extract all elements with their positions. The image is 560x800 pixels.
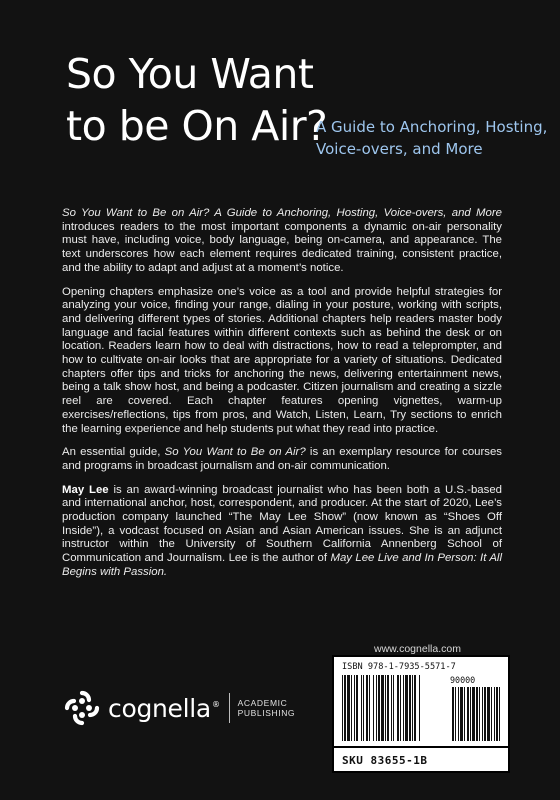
publisher-name (108, 694, 220, 723)
barcode-addon-bar (458, 687, 459, 741)
barcode-bar (414, 675, 416, 741)
author-bio-text: is an award-winning broadcast journalist who has been both a U.S.-based and international anchor, host, correspondent, and producer. At the start of 2020, Lee’s production company launched “The May Lee Show” (now known as “Shoes Off Inside”), a vodcast focused on Asian and Asian American issues. She is an adjunct instructor within the University of Southern California Annenberg School of Communication and Journalism. Lee is the author of (62, 483, 502, 565)
barcode-bar (366, 675, 368, 741)
barcode-bar (400, 675, 401, 741)
barcode-addon-bar (464, 687, 465, 741)
cognella-logo-icon (62, 688, 102, 728)
barcode-addon-bar (452, 687, 454, 741)
barcode-bar (405, 675, 408, 741)
barcode-bar (376, 675, 377, 741)
logo-divider (229, 693, 230, 723)
barcode-bar (363, 675, 364, 741)
sku-number: SKU 83655-1B (342, 754, 428, 767)
barcode-addon-digits: 90000 (450, 675, 476, 685)
barcode-addon-bar (472, 687, 475, 741)
barcode-bar (344, 675, 346, 741)
blurb-paragraph-2: Opening chapters emphasize one’s voice as a tool and provide helpful strategies for analyzing your voice, finding your range, dialing in your posture, working with scripts, and delivering different types of stories. Additional chapters help readers master body language and facial features within different contexts such as behind the desk or on location. Readers learn how to deal with distractions, how to read a teleprompter, and how to cultivate on-air looks that are appropriate for a variety of situations. Dedicated chapters offer tips and tricks for anchoring the news, delivering entertainment news, being a talk show host, and being a podcaster. Citizen journalism and creating a sizzle reel are covered. Each chapter features opening vignettes, warm-up exercises/reflections, tips from pros, and Watch, Listen, Learn, Try sections to enrich the learning experience and help students put what they read into practice. (62, 285, 502, 435)
barcode-bar (419, 675, 420, 741)
barcode-bar (385, 675, 386, 741)
back-cover-blurb (62, 207, 502, 590)
blurb-title-italic: So You Want to Be on Air? A Guide to Anchoring, Hosting, Voice-overs, and More (62, 207, 502, 219)
barcode-addon-bar (455, 687, 456, 741)
publisher-tagline (238, 698, 296, 719)
barcode-bar (391, 675, 392, 741)
barcode-addon-bar (491, 687, 492, 741)
blurb-p1-text: introduces readers to the most important components a dynamic on-air personality must have, including voice, body language, being on-camera, and appearance. The text underscores how each element requires dedicated training, consistent practice, and the ability to adapt and adjust at a moment’s notice. (62, 220, 502, 274)
blurb-p3-start: An essential guide, (62, 446, 165, 459)
publisher-logo (62, 688, 295, 728)
barcode-addon-bar (470, 687, 471, 741)
barcode-bar (347, 675, 350, 741)
barcode-bar (369, 675, 370, 741)
barcode-bars (342, 675, 504, 745)
isbn-number: ISBN 978-1-7935-5571-7 (342, 662, 456, 672)
barcode-addon-bar (487, 687, 490, 741)
author-name: May Lee (62, 483, 109, 496)
barcode-bar (378, 675, 380, 741)
barcode-addon-bar (496, 687, 498, 741)
publisher-url: www.cognella.com (374, 643, 461, 655)
barcode-addon-bar (460, 687, 463, 741)
barcode-addon-bar (479, 687, 480, 741)
author-bio (62, 484, 502, 580)
author-other-book: May Lee Live and In Person: It All Begins with Passion. (62, 552, 502, 578)
barcode-bar (342, 675, 343, 741)
barcode-addon-bar (494, 687, 495, 741)
barcode-bar (403, 675, 404, 741)
barcode-addon-bar (499, 687, 500, 741)
barcode-bar (351, 675, 352, 741)
barcode-bar (381, 675, 384, 741)
book-title-line-2: to be On Air? (66, 102, 328, 150)
barcode-bar (393, 675, 394, 741)
barcode-bar (356, 675, 358, 741)
book-subtitle-line-2: Voice-overs, and More (316, 140, 483, 158)
barcode-bar (361, 675, 362, 741)
publisher-name-text: cognella (108, 693, 211, 723)
barcode-bar (397, 675, 399, 741)
blurb-p3-italic: So You Want to Be on Air? (164, 446, 306, 459)
book-title (66, 48, 327, 152)
barcode-addon-bar (476, 687, 478, 741)
barcode-bar (409, 675, 411, 741)
book-subtitle (316, 116, 547, 160)
barcode-addon-bar (467, 687, 469, 741)
barcode-bar (412, 675, 413, 741)
sku-label (332, 746, 510, 773)
barcode-bar (354, 675, 355, 741)
blurb-paragraph-1 (62, 207, 502, 276)
publisher-tagline-line-1: ACADEMIC (237, 697, 288, 708)
barcode-bar (373, 675, 374, 741)
registered-mark: ® (211, 700, 220, 710)
barcode-addon-bar (482, 687, 483, 741)
book-title-line-1: So You Want (66, 50, 314, 98)
publisher-tagline-line-2: PUBLISHING (237, 708, 296, 718)
barcode-addon-bar (484, 687, 486, 741)
blurb-paragraph-3 (62, 446, 502, 473)
barcode-bar (387, 675, 389, 741)
blurb-p3-rest: is an exemplary resource for courses and programs in broadcast journalism and on-air communication. (62, 446, 503, 472)
book-subtitle-line-1: A Guide to Anchoring, Hosting, (316, 118, 548, 136)
